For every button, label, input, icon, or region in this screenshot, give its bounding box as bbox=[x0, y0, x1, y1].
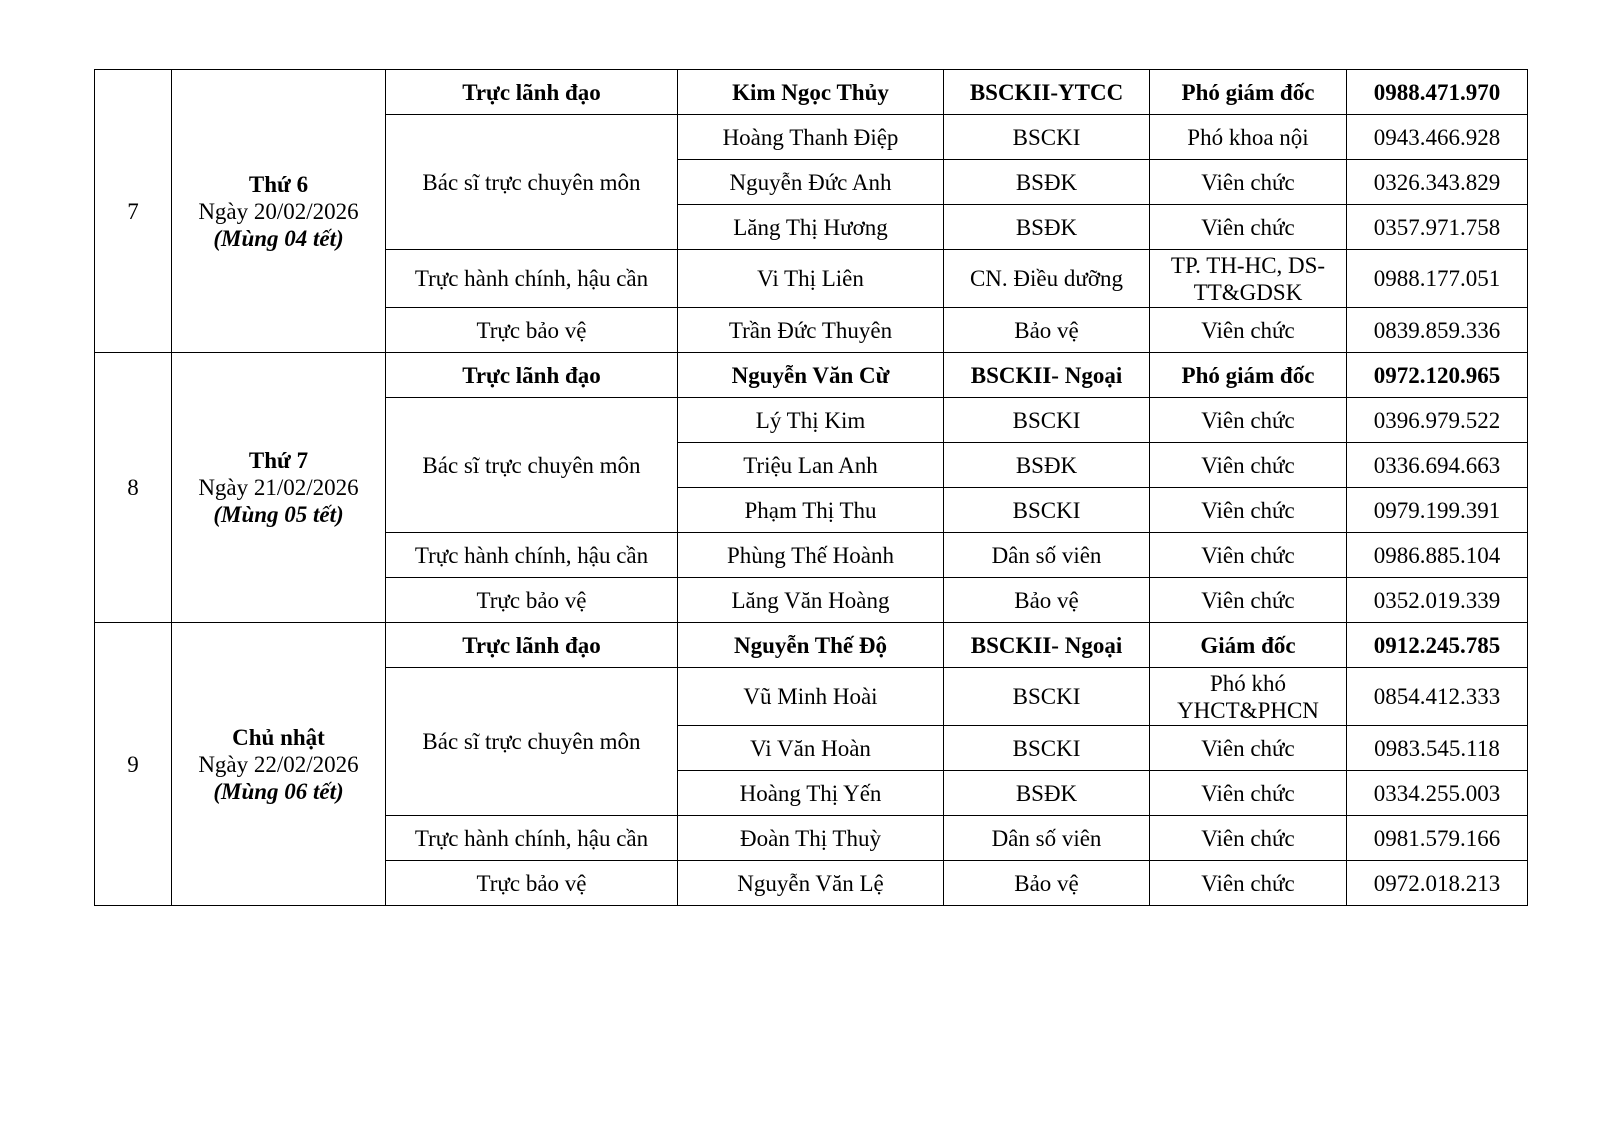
staff-degree: BSĐK bbox=[944, 771, 1150, 816]
staff-name: Vũ Minh Hoài bbox=[678, 668, 944, 726]
staff-position: Viên chức bbox=[1150, 533, 1347, 578]
duty-role: Trực bảo vệ bbox=[386, 861, 678, 906]
staff-phone: 0854.412.333 bbox=[1347, 668, 1528, 726]
holiday-note: (Mùng 05 tết) bbox=[213, 502, 344, 527]
staff-phone: 0334.255.003 bbox=[1347, 771, 1528, 816]
staff-name: Nguyễn Văn Cừ bbox=[678, 353, 944, 398]
staff-name: Phùng Thế Hoành bbox=[678, 533, 944, 578]
duty-role: Bác sĩ trực chuyên môn bbox=[386, 115, 678, 250]
staff-phone: 0988.177.051 bbox=[1347, 250, 1528, 308]
duty-role: Bác sĩ trực chuyên môn bbox=[386, 668, 678, 816]
row-number: 7 bbox=[95, 70, 172, 353]
row-number: 9 bbox=[95, 623, 172, 906]
day-cell bbox=[172, 353, 386, 623]
staff-phone: 0972.120.965 bbox=[1347, 353, 1528, 398]
staff-phone: 0979.199.391 bbox=[1347, 488, 1528, 533]
staff-phone: 0972.018.213 bbox=[1347, 861, 1528, 906]
staff-degree: Bảo vệ bbox=[944, 578, 1150, 623]
staff-degree: BSCKII-YTCC bbox=[944, 70, 1150, 115]
staff-position: Phó khoa nội bbox=[1150, 115, 1347, 160]
duty-role: Bác sĩ trực chuyên môn bbox=[386, 398, 678, 533]
table-row bbox=[95, 353, 1528, 398]
duty-role: Trực hành chính, hậu cần bbox=[386, 816, 678, 861]
staff-phone: 0357.971.758 bbox=[1347, 205, 1528, 250]
staff-degree: BSCKI bbox=[944, 115, 1150, 160]
staff-degree: CN. Điều dưỡng bbox=[944, 250, 1150, 308]
duty-role: Trực hành chính, hậu cần bbox=[386, 533, 678, 578]
staff-phone: 0839.859.336 bbox=[1347, 308, 1528, 353]
holiday-note: (Mùng 06 tết) bbox=[213, 778, 344, 804]
staff-phone: 0352.019.339 bbox=[1347, 578, 1528, 623]
staff-position: Viên chức bbox=[1150, 816, 1347, 861]
date-label: Ngày 20/02/2026 bbox=[198, 198, 359, 224]
staff-degree: Bảo vệ bbox=[944, 308, 1150, 353]
staff-degree: BSCKI bbox=[944, 668, 1150, 726]
staff-phone: 0396.979.522 bbox=[1347, 398, 1528, 443]
staff-degree: BSĐK bbox=[944, 160, 1150, 205]
staff-degree: BSĐK bbox=[944, 443, 1150, 488]
staff-degree: BSCKI bbox=[944, 488, 1150, 533]
staff-name: Lăng Văn Hoàng bbox=[678, 578, 944, 623]
staff-name: Kim Ngọc Thủy bbox=[678, 70, 944, 115]
staff-phone: 0983.545.118 bbox=[1347, 726, 1528, 771]
staff-degree: Dân số viên bbox=[944, 533, 1150, 578]
staff-name: Nguyễn Đức Anh bbox=[678, 160, 944, 205]
holiday-note: (Mùng 04 tết) bbox=[213, 225, 344, 251]
staff-position: Viên chức bbox=[1150, 308, 1347, 353]
duty-role: Trực lãnh đạo bbox=[386, 353, 678, 398]
duty-role: Trực lãnh đạo bbox=[386, 70, 678, 115]
duty-role: Trực hành chính, hậu cần bbox=[386, 250, 678, 308]
staff-degree: BSĐK bbox=[944, 205, 1150, 250]
staff-position: Viên chức bbox=[1150, 578, 1347, 623]
staff-position: Viên chức bbox=[1150, 160, 1347, 205]
staff-position: Viên chức bbox=[1150, 771, 1347, 816]
staff-degree: BSCKI bbox=[944, 398, 1150, 443]
duty-schedule-table bbox=[94, 69, 1528, 906]
day-label: Thứ 6 bbox=[248, 171, 309, 197]
staff-name: Nguyễn Thế Độ bbox=[678, 623, 944, 668]
staff-name: Nguyễn Văn Lệ bbox=[678, 861, 944, 906]
staff-name: Trần Đức Thuyên bbox=[678, 308, 944, 353]
staff-phone: 0943.466.928 bbox=[1347, 115, 1528, 160]
staff-degree: BSCKII- Ngoại bbox=[944, 353, 1150, 398]
staff-degree: BSCKI bbox=[944, 726, 1150, 771]
row-number: 8 bbox=[95, 353, 172, 623]
staff-phone: 0988.471.970 bbox=[1347, 70, 1528, 115]
staff-position: Viên chức bbox=[1150, 205, 1347, 250]
day-label: Chủ nhật bbox=[232, 724, 325, 750]
staff-name: Lý Thị Kim bbox=[678, 398, 944, 443]
duty-role: Trực bảo vệ bbox=[386, 578, 678, 623]
staff-position: Viên chức bbox=[1150, 488, 1347, 533]
staff-position: Giám đốc bbox=[1150, 623, 1347, 668]
staff-phone: 0326.343.829 bbox=[1347, 160, 1528, 205]
table-row bbox=[95, 70, 1528, 115]
staff-name: Phạm Thị Thu bbox=[678, 488, 944, 533]
duty-role: Trực bảo vệ bbox=[386, 308, 678, 353]
date-label: Ngày 21/02/2026 bbox=[198, 475, 359, 500]
day-cell bbox=[172, 70, 386, 353]
staff-position: Viên chức bbox=[1150, 443, 1347, 488]
table-row bbox=[95, 623, 1528, 668]
staff-position: Phó khó YHCT&PHCN bbox=[1150, 668, 1347, 726]
staff-name: Lăng Thị Hương bbox=[678, 205, 944, 250]
date-label: Ngày 22/02/2026 bbox=[198, 751, 359, 777]
staff-position: Viên chức bbox=[1150, 861, 1347, 906]
duty-role: Trực lãnh đạo bbox=[386, 623, 678, 668]
staff-name: Vi Văn Hoàn bbox=[678, 726, 944, 771]
staff-name: Triệu Lan Anh bbox=[678, 443, 944, 488]
day-label: Thứ 7 bbox=[248, 448, 309, 473]
staff-phone: 0981.579.166 bbox=[1347, 816, 1528, 861]
staff-name: Hoàng Thị Yến bbox=[678, 771, 944, 816]
staff-position: Phó giám đốc bbox=[1150, 70, 1347, 115]
day-cell bbox=[172, 623, 386, 906]
staff-degree: Dân số viên bbox=[944, 816, 1150, 861]
staff-name: Đoàn Thị Thuỳ bbox=[678, 816, 944, 861]
staff-degree: BSCKII- Ngoại bbox=[944, 623, 1150, 668]
staff-degree: Bảo vệ bbox=[944, 861, 1150, 906]
staff-name: Hoàng Thanh Điệp bbox=[678, 115, 944, 160]
staff-position: Viên chức bbox=[1150, 398, 1347, 443]
staff-position: Phó giám đốc bbox=[1150, 353, 1347, 398]
staff-phone: 0912.245.785 bbox=[1347, 623, 1528, 668]
staff-position: TP. TH-HC, DS-TT&GDSK bbox=[1150, 250, 1347, 308]
staff-phone: 0336.694.663 bbox=[1347, 443, 1528, 488]
staff-phone: 0986.885.104 bbox=[1347, 533, 1528, 578]
staff-position: Viên chức bbox=[1150, 726, 1347, 771]
staff-name: Vi Thị Liên bbox=[678, 250, 944, 308]
